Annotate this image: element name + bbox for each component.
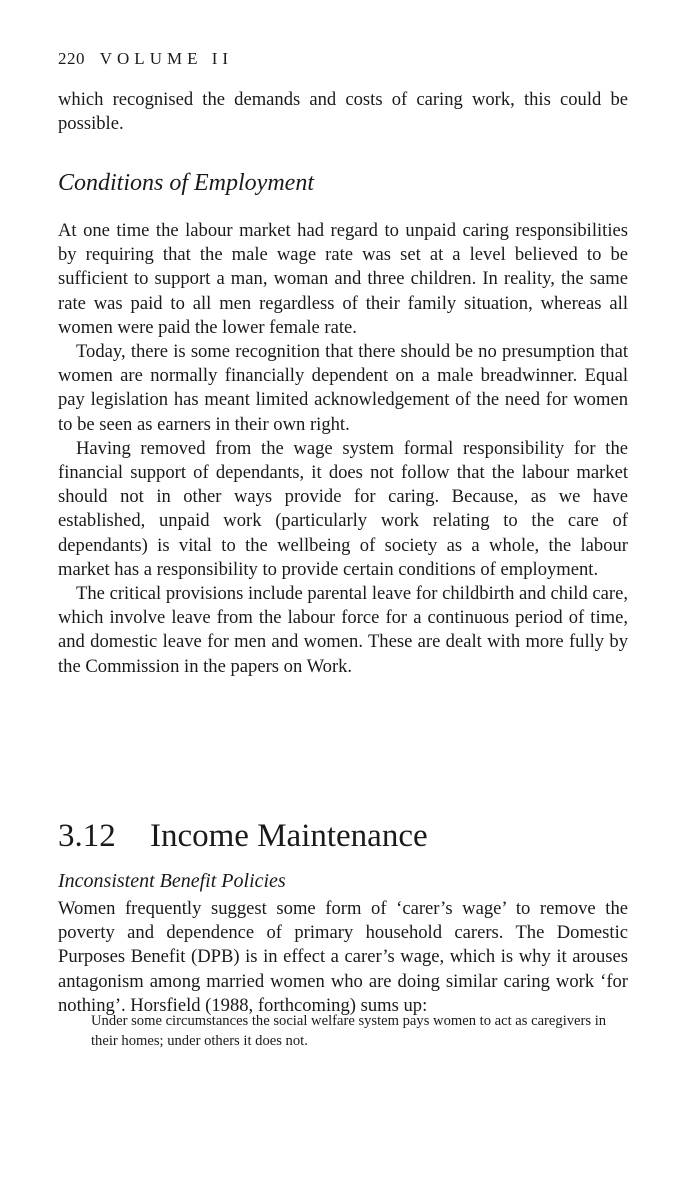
block-quote: Under some circumstances the social welfare system pays women to act as caregivers in their homes; under others it does not. [91,1013,607,1049]
section-number: 3.12 [58,818,116,854]
subsection-paragraph: Women frequently suggest some form of ‘carer’s wage’ to remove the poverty and dependence of primary household carers. The Domestic Purposes Benefit (DPB) is in effect a carer’s wage, which is why it arouses antagonism among married women who are doing similar caring work ‘for nothing’. Horsfield (1988, forthcoming) sums up: [58,898,628,1016]
section-title: Income Maintenance [150,818,428,854]
paragraph: At one time the labour market had regard to unpaid caring responsibilities by requiring that the male wage rate was set at a level believed to be sufficient to support a man, woman and three children. In reality, the same rate was paid to all men regardless of their family situation, whereas all women were paid the lower female rate. [58,220,628,338]
section-body [58,219,628,679]
paragraph: The critical provisions include parental leave for childbirth and child care, which involve leave from the labour force for a continuous period of time, and domestic leave for men and women. These are dealt with more fully by the Commission in the papers on Work. [58,583,628,677]
running-head [58,49,233,69]
page-number: 220 [58,49,85,68]
intro-paragraph: which recognised the demands and costs of caring work, this could be possible. [58,89,628,135]
volume-label: VOLUME II [99,49,234,68]
major-section-heading [58,818,428,855]
section-heading: Conditions of Employment [58,170,314,196]
paragraph: Having removed from the wage system formal responsibility for the financial support of dependants, it does not follow that the labour market should not in other ways provide for caring. Because, as we have established, unpaid work (particularly work relating to the care of dependants) is vital to the wellbeing of society as a whole, the labour market has a responsibility to provide certain conditions of employment. [58,437,628,580]
subsection-heading: Inconsistent Benefit Policies [58,870,286,892]
paragraph: Today, there is some recognition that there should be no presumption that women are normally financially dependent on a male breadwinner. Equal pay legislation has meant limited acknowledgement of the need for women to be seen as earners in their own right. [58,341,628,435]
